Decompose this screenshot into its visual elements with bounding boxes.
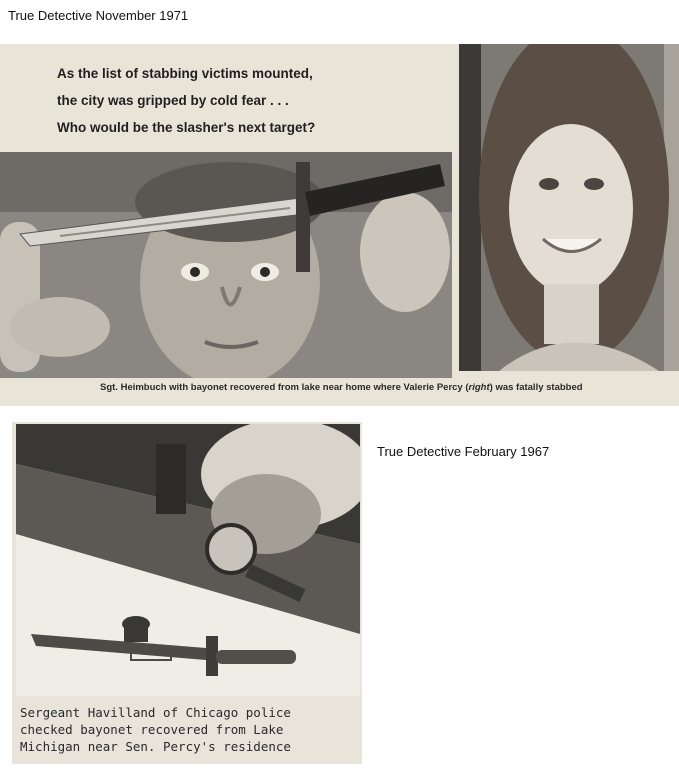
caption-suffix: ) was fatally stabbed bbox=[489, 382, 583, 393]
headline-line-2: the city was gripped by cold fear . . . bbox=[57, 93, 289, 108]
headline-line-3: Who would be the slasher's next target? bbox=[57, 120, 316, 135]
top-photo-caption bbox=[100, 382, 583, 393]
bottom-caption-line-2: checked bayonet recovered from Lake bbox=[20, 722, 284, 737]
photo-sergeant-magnifying-glass bbox=[16, 424, 360, 696]
headline-line-1: As the list of stabbing victims mounted, bbox=[57, 66, 313, 81]
headline bbox=[57, 60, 357, 141]
caption-prefix: Sgt. Heimbuch with bayonet recovered from lake near home where Valerie Percy ( bbox=[100, 382, 469, 393]
top-magazine-clipping bbox=[0, 44, 679, 406]
caption-italic: right bbox=[468, 382, 490, 393]
bottom-source-label: True Detective February 1967 bbox=[377, 444, 550, 459]
photo-sergeant-with-bayonet bbox=[0, 152, 452, 378]
bottom-caption-line-3: Michigan near Sen. Percy's residence bbox=[20, 739, 291, 754]
bottom-photo-caption bbox=[20, 704, 350, 755]
top-source-label: True Detective November 1971 bbox=[8, 8, 189, 23]
bottom-magazine-clipping bbox=[12, 422, 362, 764]
photo-valerie-percy bbox=[459, 44, 679, 371]
bottom-caption-line-1: Sergeant Havilland of Chicago police bbox=[20, 705, 291, 720]
